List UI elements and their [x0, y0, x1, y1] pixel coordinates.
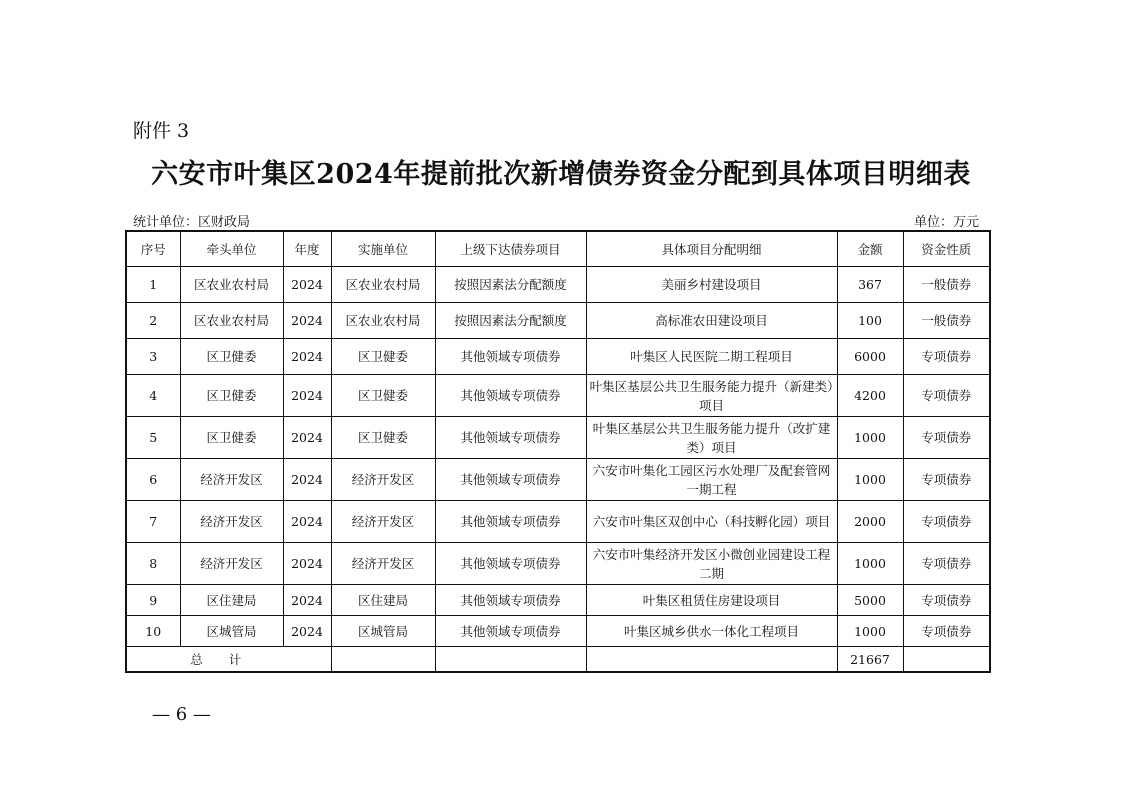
cell-lead-unit: 区卫健委	[180, 375, 283, 417]
table-row	[126, 616, 990, 647]
total-empty-cell	[903, 647, 990, 673]
cell-lead-unit: 区农业农村局	[180, 303, 283, 339]
cell-no: 10	[126, 616, 180, 647]
statistics-unit: 统计单位：区财政局	[133, 215, 251, 230]
cell-no: 7	[126, 501, 180, 543]
cell-lead-unit: 区住建局	[180, 585, 283, 616]
cell-amount: 1000	[837, 417, 903, 459]
cell-amount: 2000	[837, 501, 903, 543]
cell-fund-nature: 专项债券	[903, 616, 990, 647]
cell-no: 4	[126, 375, 180, 417]
table-row	[126, 267, 990, 303]
cell-upper-bond-project: 其他领域专项债券	[435, 459, 586, 501]
header-upper-bond-project: 上级下达债券项目	[435, 231, 586, 267]
cell-upper-bond-project: 其他领域专项债券	[435, 585, 586, 616]
header-no: 序号	[126, 231, 180, 267]
cell-amount: 4200	[837, 375, 903, 417]
cell-year: 2024	[283, 616, 331, 647]
cell-project-detail: 叶集区人民医院二期工程项目	[586, 339, 837, 375]
cell-year: 2024	[283, 339, 331, 375]
total-amount: 21667	[837, 647, 903, 673]
cell-project-detail: 叶集区租赁住房建设项目	[586, 585, 837, 616]
cell-no: 9	[126, 585, 180, 616]
table-row	[126, 417, 990, 459]
cell-year: 2024	[283, 501, 331, 543]
cell-no: 2	[126, 303, 180, 339]
document-title: 六安市叶集区2024年提前批次新增债券资金分配到具体项目明细表	[151, 159, 971, 190]
cell-fund-nature: 专项债券	[903, 417, 990, 459]
cell-project-detail: 高标准农田建设项目	[586, 303, 837, 339]
cell-amount: 100	[837, 303, 903, 339]
header-amount: 金额	[837, 231, 903, 267]
cell-fund-nature: 专项债券	[903, 459, 990, 501]
table-header-row	[126, 231, 990, 267]
cell-no: 3	[126, 339, 180, 375]
cell-upper-bond-project: 其他领域专项债券	[435, 616, 586, 647]
table-row	[126, 585, 990, 616]
total-empty-cell	[331, 647, 435, 673]
cell-project-detail: 叶集区城乡供水一体化工程项目	[586, 616, 837, 647]
cell-implementing-unit: 经济开发区	[331, 501, 435, 543]
cell-amount: 1000	[837, 616, 903, 647]
header-year: 年度	[283, 231, 331, 267]
attachment-label: 附件 3	[133, 120, 190, 142]
cell-fund-nature: 专项债券	[903, 501, 990, 543]
money-unit: 单位：万元	[913, 215, 979, 230]
cell-fund-nature: 一般债券	[903, 267, 990, 303]
cell-project-detail: 六安市叶集化工园区污水处理厂及配套管网一期工程	[586, 459, 837, 501]
cell-implementing-unit: 区卫健委	[331, 375, 435, 417]
table-row	[126, 339, 990, 375]
cell-lead-unit: 区农业农村局	[180, 267, 283, 303]
cell-implementing-unit: 区住建局	[331, 585, 435, 616]
cell-implementing-unit: 区农业农村局	[331, 303, 435, 339]
cell-amount: 1000	[837, 459, 903, 501]
cell-lead-unit: 经济开发区	[180, 501, 283, 543]
cell-year: 2024	[283, 267, 331, 303]
cell-project-detail: 六安市叶集经济开发区小微创业园建设工程二期	[586, 543, 837, 585]
table-row	[126, 303, 990, 339]
cell-project-detail: 六安市叶集区双创中心（科技孵化园）项目	[586, 501, 837, 543]
cell-year: 2024	[283, 585, 331, 616]
total-label: 总计	[126, 647, 331, 673]
cell-lead-unit: 经济开发区	[180, 459, 283, 501]
cell-upper-bond-project: 其他领域专项债券	[435, 501, 586, 543]
table-row	[126, 375, 990, 417]
cell-amount: 5000	[837, 585, 903, 616]
table-row	[126, 459, 990, 501]
cell-implementing-unit: 经济开发区	[331, 459, 435, 501]
cell-no: 8	[126, 543, 180, 585]
cell-amount: 6000	[837, 339, 903, 375]
cell-upper-bond-project: 按照因素法分配额度	[435, 267, 586, 303]
cell-implementing-unit: 区农业农村局	[331, 267, 435, 303]
cell-year: 2024	[283, 417, 331, 459]
cell-lead-unit: 区卫健委	[180, 339, 283, 375]
cell-amount: 367	[837, 267, 903, 303]
total-row	[126, 647, 990, 673]
allocation-table	[125, 230, 991, 673]
cell-implementing-unit: 区卫健委	[331, 417, 435, 459]
cell-upper-bond-project: 其他领域专项债券	[435, 375, 586, 417]
cell-implementing-unit: 经济开发区	[331, 543, 435, 585]
cell-amount: 1000	[837, 543, 903, 585]
cell-implementing-unit: 区卫健委	[331, 339, 435, 375]
cell-year: 2024	[283, 543, 331, 585]
cell-upper-bond-project: 其他领域专项债券	[435, 543, 586, 585]
cell-fund-nature: 专项债券	[903, 375, 990, 417]
cell-fund-nature: 专项债券	[903, 585, 990, 616]
cell-no: 1	[126, 267, 180, 303]
cell-fund-nature: 一般债券	[903, 303, 990, 339]
cell-implementing-unit: 区城管局	[331, 616, 435, 647]
cell-lead-unit: 经济开发区	[180, 543, 283, 585]
total-empty-cell	[435, 647, 586, 673]
header-project-detail: 具体项目分配明细	[586, 231, 837, 267]
cell-no: 5	[126, 417, 180, 459]
cell-upper-bond-project: 其他领域专项债券	[435, 417, 586, 459]
cell-no: 6	[126, 459, 180, 501]
cell-lead-unit: 区城管局	[180, 616, 283, 647]
cell-fund-nature: 专项债券	[903, 543, 990, 585]
page-number: — 6 —	[152, 704, 211, 725]
cell-year: 2024	[283, 303, 331, 339]
cell-project-detail: 叶集区基层公共卫生服务能力提升（改扩建类）项目	[586, 417, 837, 459]
cell-fund-nature: 专项债券	[903, 339, 990, 375]
table-row	[126, 501, 990, 543]
cell-year: 2024	[283, 459, 331, 501]
cell-project-detail: 叶集区基层公共卫生服务能力提升（新建类）项目	[586, 375, 837, 417]
cell-lead-unit: 区卫健委	[180, 417, 283, 459]
header-fund-nature: 资金性质	[903, 231, 990, 267]
cell-project-detail: 美丽乡村建设项目	[586, 267, 837, 303]
table-row	[126, 543, 990, 585]
cell-upper-bond-project: 按照因素法分配额度	[435, 303, 586, 339]
header-lead-unit: 牵头单位	[180, 231, 283, 267]
cell-upper-bond-project: 其他领域专项债券	[435, 339, 586, 375]
cell-year: 2024	[283, 375, 331, 417]
total-empty-cell	[586, 647, 837, 673]
header-implementing-unit: 实施单位	[331, 231, 435, 267]
